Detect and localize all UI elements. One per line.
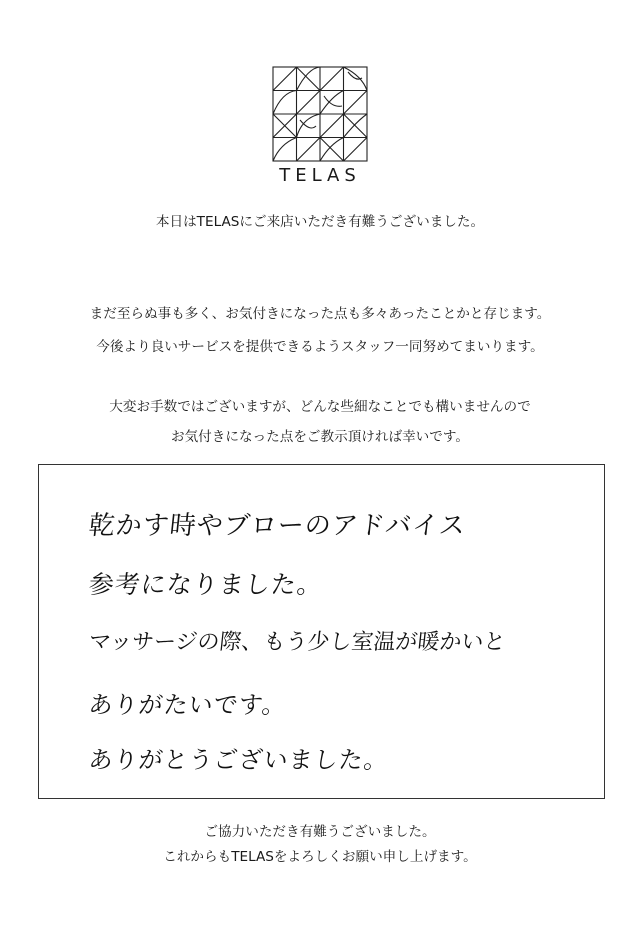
brand-name: TELAS [279, 165, 361, 186]
closing-line-2: これからもTELASをよろしくお願い申し上げます。 [163, 849, 477, 865]
intro-text: 本日はTELASにご来店いただき有難うございました。 [155, 214, 485, 230]
comment-line-3: マッサージの際、もう少し室温が暖かいと [87, 630, 507, 655]
comment-line-1: 乾かす時やブローのアドバイス [87, 511, 468, 541]
closing-line-1: ご協力いただき有難うございました。 [204, 824, 436, 840]
comment-line-4: ありがたいです。 [87, 691, 289, 719]
comment-line-5: ありがとうございました。 [87, 746, 391, 774]
geometric-grid-logo-icon [272, 66, 368, 162]
request-line-2: お気付きになった点をご教示頂ければ幸いです。 [171, 429, 469, 445]
request-line-1: 大変お手数ではございますが、どんな些細なことでも構いませんので [109, 399, 531, 415]
apology-line-1: まだ至らぬ事も多く、お気付きになった点も多々あったことかと存じます。 [89, 306, 551, 322]
comment-box [38, 464, 605, 799]
apology-line-2: 今後より良いサービスを提供できるようスタッフ一同努めてまいります。 [96, 339, 544, 355]
comment-line-2: 参考になりました。 [87, 570, 325, 599]
